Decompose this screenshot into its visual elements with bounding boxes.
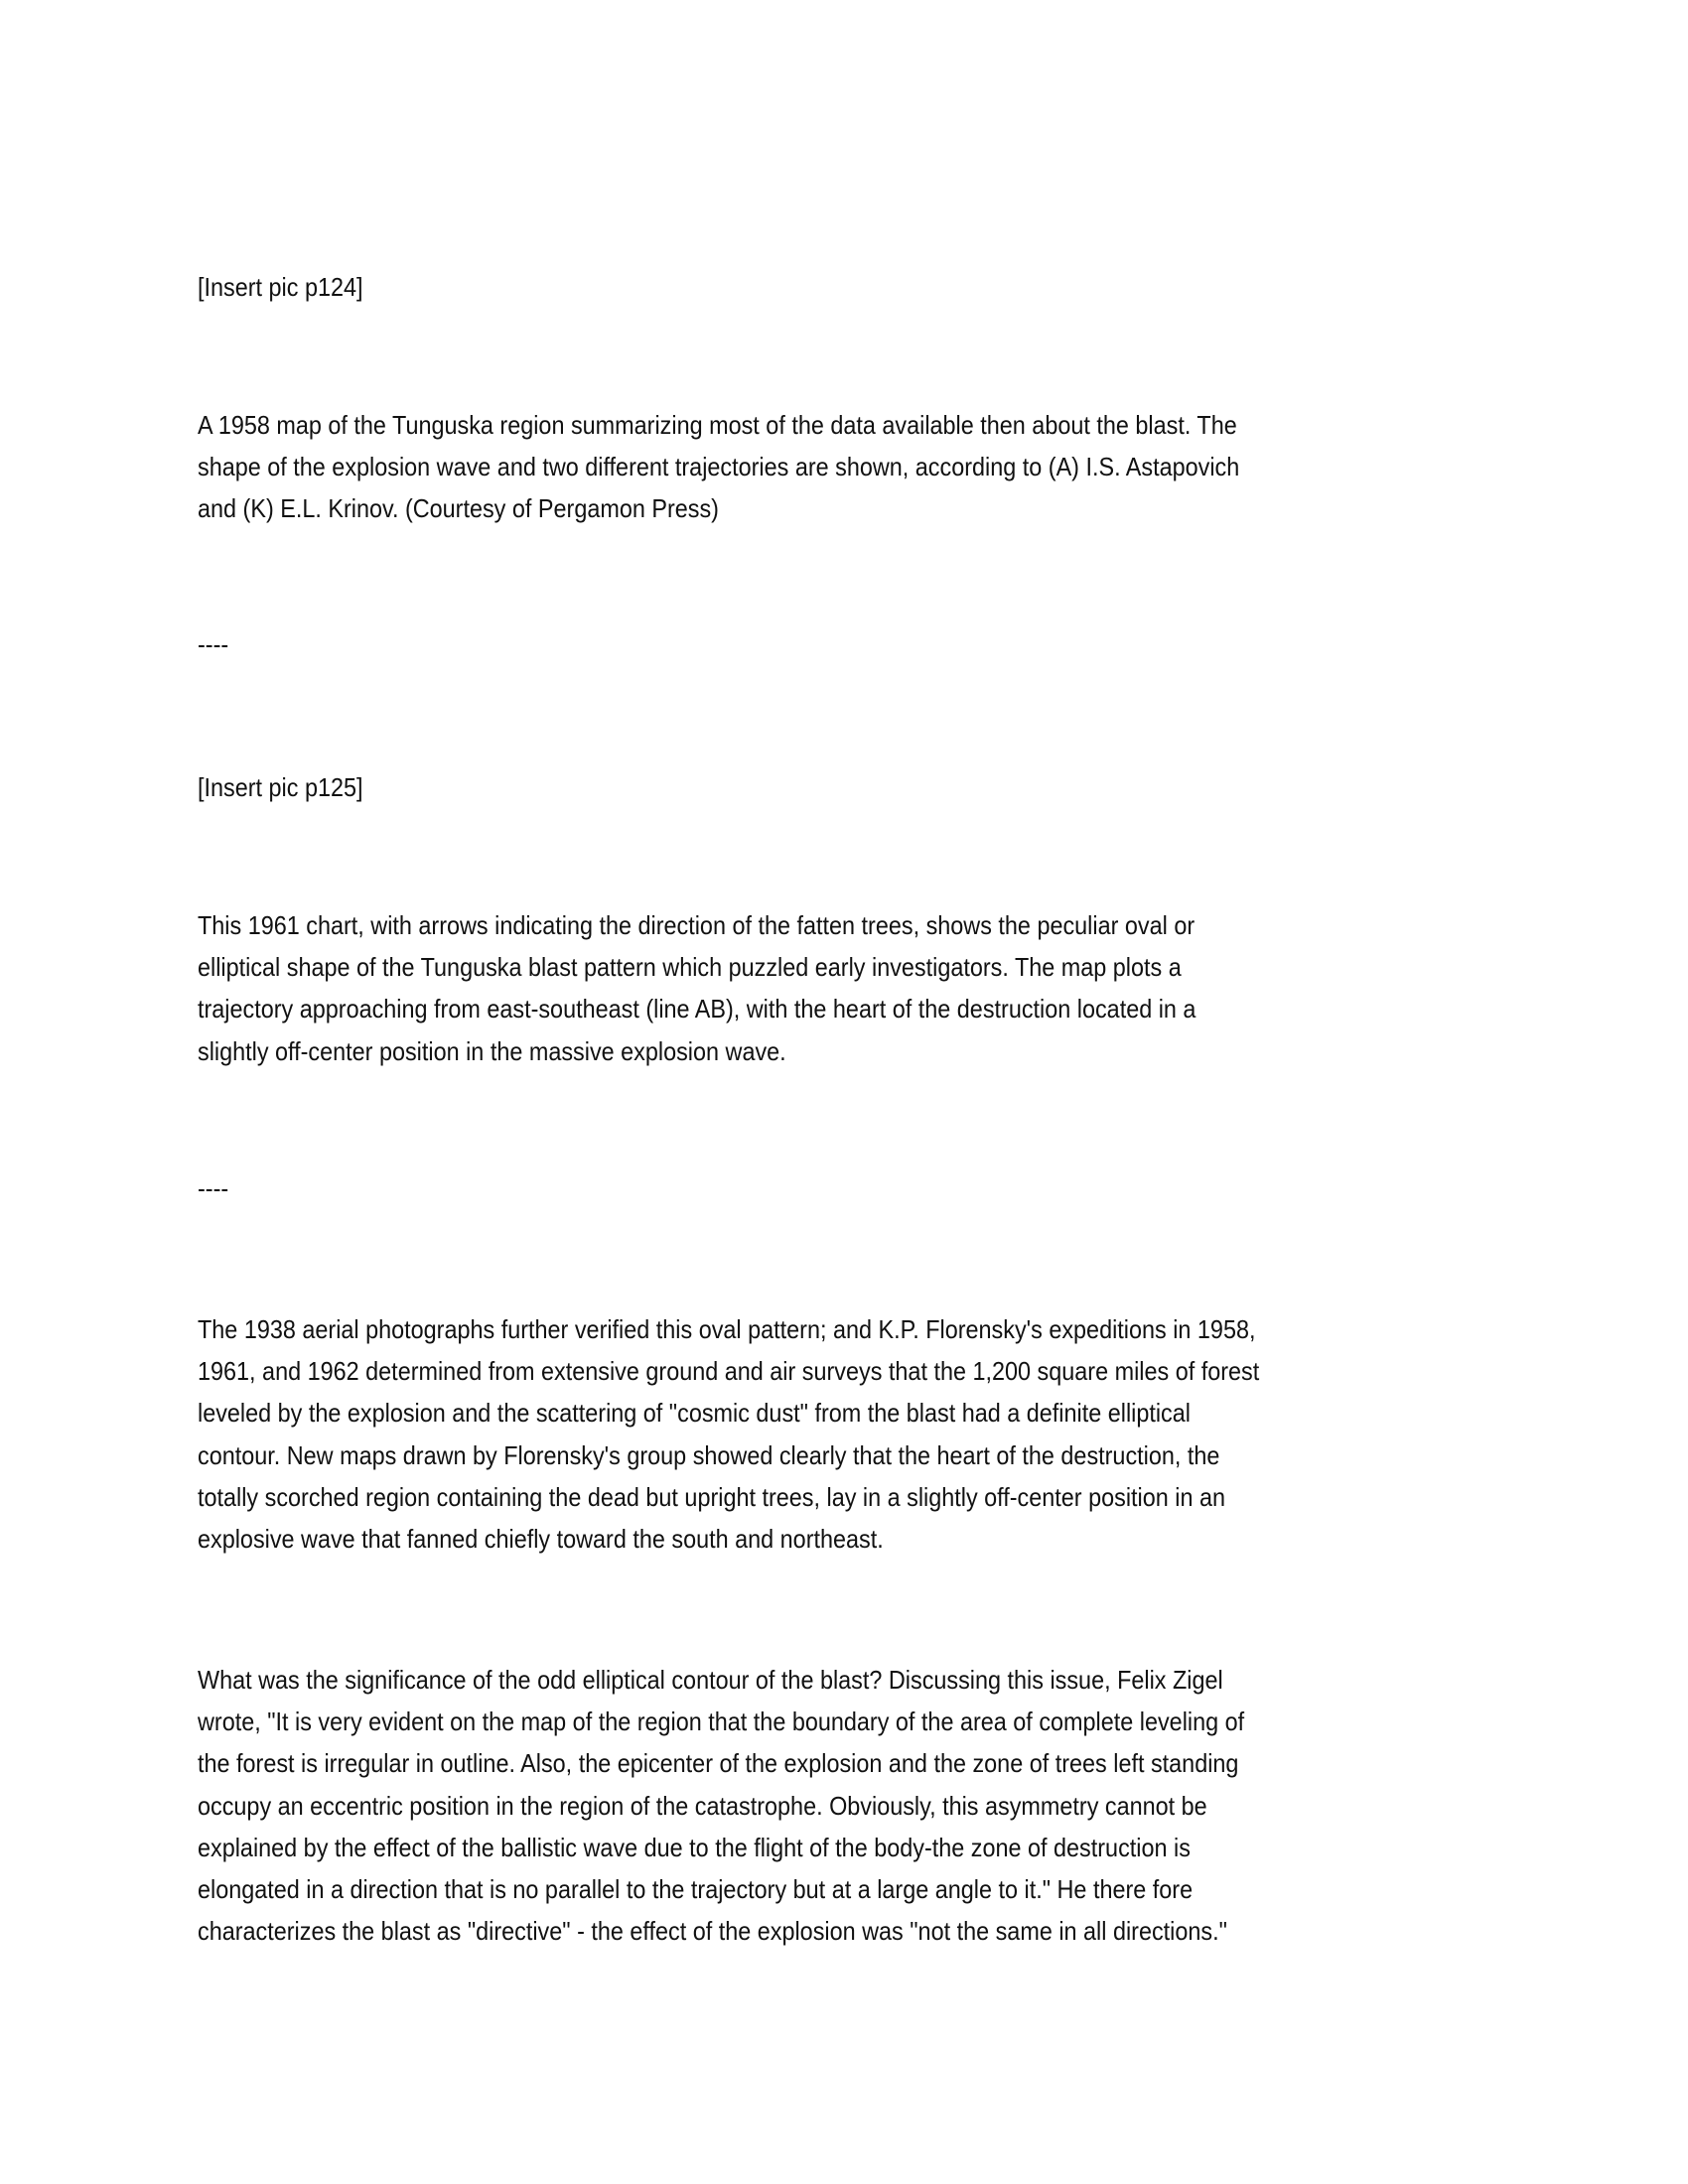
text-line: This 1961 chart, with arrows indicating the direction of the fatten trees, shows the peculiar oval or [198, 910, 1196, 940]
text-line: ---- [198, 1173, 229, 1203]
text-line: A 1958 map of the Tunguska region summarizing most of the data available then about the blast. The [198, 410, 1237, 440]
text-line: The 1938 aerial photographs further verified this oval pattern; and K.P. Florensky's expeditions in 1958, [198, 1314, 1256, 1344]
text-line: explained by the effect of the ballistic wave due to the flight of the body-the zone of destruction is [198, 1832, 1191, 1862]
text-line: occupy an eccentric position in the region of the catastrophe. Obviously, this asymmetry cannot be [198, 1790, 1207, 1821]
text-line: contour. New maps drawn by Florensky's group showed clearly that the heart of the destruction, the [198, 1439, 1220, 1470]
text-line: elliptical shape of the Tunguska blast pattern which puzzled early investigators. The map plots a [198, 952, 1182, 983]
text-line: [Insert pic p125] [198, 772, 363, 802]
text-line: characterizes the blast as "directive" - the effect of the explosion was "not the same in all directions." [198, 1916, 1227, 1947]
text-line: elongated in a direction that is no parallel to the trajectory but at a large angle to it." He there fore [198, 1874, 1194, 1905]
caption-1958-map [198, 404, 1355, 530]
text-line: trajectory approaching from east-southeast (line AB), with the heart of the destruction located in a [198, 994, 1196, 1024]
text-line: explosive wave that fanned chiefly toward the south and northeast. [198, 1524, 884, 1555]
text-line: and (K) E.L. Krinov. (Courtesy of Pergamon Press) [198, 493, 719, 524]
separator [198, 623, 232, 665]
text-line: wrote, "It is very evident on the map of the region that the boundary of the area of complete leveling of [198, 1706, 1245, 1737]
text-line: What was the significance of the odd elliptical contour of the blast? Discussing this issue, Felix Zigel [198, 1665, 1223, 1695]
text-line: ---- [198, 629, 229, 659]
text-line: [Insert pic p124] [198, 272, 363, 302]
text-line: slightly off-center position in the massive explosion wave. [198, 1035, 786, 1066]
text-line: shape of the explosion wave and two different trajectories are shown, according to (A) I.S. Astapovich [198, 452, 1240, 482]
text-line: leveled by the explosion and the scattering of "cosmic dust" from the blast had a definite elliptical [198, 1398, 1191, 1429]
text-line: the forest is irregular in outline. Also, the epicenter of the explosion and the zone of trees left standing [198, 1748, 1239, 1779]
text-line: totally scorched region containing the dead but upright trees, lay in a slightly off-center position in an [198, 1481, 1225, 1512]
caption-1961-chart [198, 904, 1307, 1072]
placeholder-insert-pic-p125 [198, 766, 381, 808]
body-paragraph [198, 1659, 1360, 1952]
body-paragraph [198, 1308, 1377, 1560]
separator [198, 1167, 232, 1209]
placeholder-insert-pic-p124 [198, 266, 381, 308]
text-line: 1961, and 1962 determined from extensive ground and air surveys that the 1,200 square miles of forest [198, 1356, 1260, 1387]
